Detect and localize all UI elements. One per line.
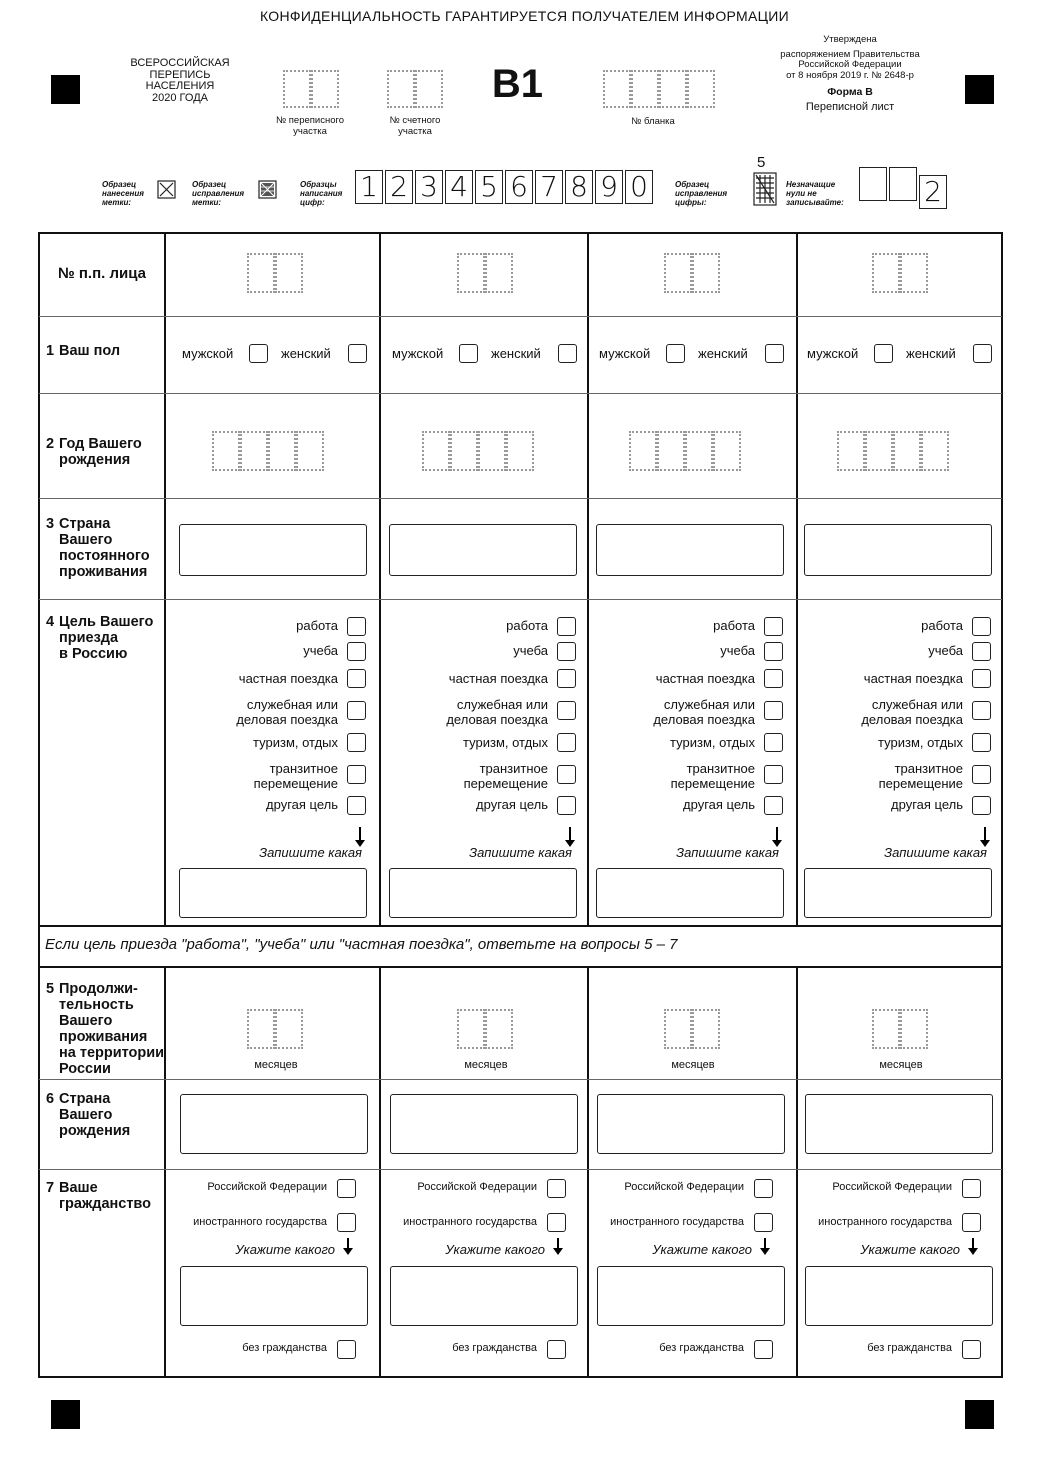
purpose-transit-label: транзитное перемещение bbox=[670, 761, 755, 791]
confidentiality-notice: КОНФИДЕНЦИАЛЬНОСТЬ ГАРАНТИРУЕТСЯ ПОЛУЧАТЕЛЕМ ИНФОРМАЦИИ bbox=[259, 8, 789, 24]
citizenship-none-checkbox[interactable] bbox=[547, 1340, 566, 1359]
purpose-work-checkbox[interactable] bbox=[347, 617, 366, 636]
purpose-tourism-checkbox[interactable] bbox=[347, 733, 366, 752]
person-number-field[interactable] bbox=[664, 253, 720, 298]
arrow-down-icon bbox=[776, 827, 778, 841]
purpose-transit-label: транзитное перемещение bbox=[253, 761, 338, 791]
purpose-work-checkbox[interactable] bbox=[972, 617, 991, 636]
citizenship-none-label: без гражданства bbox=[452, 1342, 537, 1354]
purpose-business-label: служебная или деловая поездка bbox=[236, 697, 338, 727]
blank-number-label: № бланка bbox=[631, 116, 675, 127]
purpose-private-label: частная поездка bbox=[448, 671, 548, 686]
purpose-study-checkbox[interactable] bbox=[347, 642, 366, 661]
sex-female-label: женский bbox=[906, 346, 956, 361]
stay-duration-field[interactable] bbox=[247, 1009, 303, 1054]
purpose-tourism-checkbox[interactable] bbox=[764, 733, 783, 752]
purpose-work-label: работа bbox=[506, 618, 548, 633]
column-divider bbox=[796, 967, 798, 1377]
purpose-other-checkbox[interactable] bbox=[764, 796, 783, 815]
form-code: В1 bbox=[491, 62, 544, 106]
stay-duration-field[interactable] bbox=[664, 1009, 720, 1054]
purpose-work-checkbox[interactable] bbox=[557, 617, 576, 636]
column-divider bbox=[379, 233, 381, 926]
purpose-other-checkbox[interactable] bbox=[557, 796, 576, 815]
sample-zero-empty bbox=[859, 167, 887, 201]
citizenship-country-input[interactable] bbox=[180, 1266, 368, 1326]
column-divider bbox=[379, 967, 381, 1377]
citizenship-rf-checkbox[interactable] bbox=[547, 1179, 566, 1198]
row-divider bbox=[39, 599, 1002, 600]
sample-fix-label: Образец исправления метки: bbox=[192, 180, 245, 207]
purpose-private-label: частная поездка bbox=[863, 671, 963, 686]
specify-which-label: Укажите какого bbox=[860, 1242, 960, 1257]
approval-note: Утверждена распоряжением Правительства Российской Федерации от 8 ноября 2019 г. № 2648-р Форма В Переписной лист bbox=[780, 34, 920, 113]
citizenship-foreign-checkbox[interactable] bbox=[754, 1213, 773, 1232]
purpose-private-checkbox[interactable] bbox=[764, 669, 783, 688]
sample-digit-fix-icon bbox=[753, 172, 777, 211]
person-number-field[interactable] bbox=[457, 253, 513, 298]
citizenship-rf-label: Российской Федерации bbox=[417, 1181, 537, 1193]
row-divider bbox=[39, 498, 1002, 499]
column-divider bbox=[796, 233, 798, 926]
purpose-private-checkbox[interactable] bbox=[347, 669, 366, 688]
purpose-transit-checkbox[interactable] bbox=[972, 765, 991, 784]
sex-female-checkbox[interactable] bbox=[558, 344, 577, 363]
sex-male-label: мужской bbox=[182, 346, 234, 361]
person-number-field[interactable] bbox=[247, 253, 303, 298]
birth-year-field[interactable] bbox=[837, 431, 949, 476]
sample-zero-value: 2 bbox=[919, 175, 947, 209]
row-divider bbox=[39, 966, 1002, 968]
conditional-note: Если цель приезда "работа", "учеба" или "частная поездка", ответьте на вопросы 5 – 7 bbox=[45, 936, 678, 953]
citizenship-foreign-checkbox[interactable] bbox=[962, 1213, 981, 1232]
residence-country-input[interactable] bbox=[179, 524, 367, 576]
citizenship-rf-label: Российской Федерации bbox=[624, 1181, 744, 1193]
sample-digit-fix-value: 5 bbox=[757, 154, 766, 171]
sample-digit: 5 bbox=[475, 170, 503, 204]
sample-digit: 0 bbox=[625, 170, 653, 204]
census-district-field[interactable] bbox=[283, 70, 339, 113]
purpose-tourism-label: туризм, отдых bbox=[463, 735, 548, 750]
sex-female-label: женский bbox=[491, 346, 541, 361]
citizenship-country-input[interactable] bbox=[597, 1266, 785, 1326]
purpose-study-checkbox[interactable] bbox=[972, 642, 991, 661]
arrow-down-icon bbox=[972, 1238, 974, 1249]
citizenship-rf-label: Российской Федерации bbox=[207, 1181, 327, 1193]
row-divider bbox=[39, 1169, 1002, 1170]
purpose-study-label: учеба bbox=[513, 643, 548, 658]
months-label: месяцев bbox=[879, 1059, 923, 1071]
arrow-down-icon bbox=[569, 827, 571, 841]
purpose-tourism-label: туризм, отдых bbox=[878, 735, 963, 750]
sex-female-label: женский bbox=[281, 346, 331, 361]
purpose-study-label: учеба bbox=[303, 643, 338, 658]
blank-number-field[interactable] bbox=[603, 70, 715, 113]
corner-marker-bottom-right bbox=[965, 1400, 994, 1429]
months-label: месяцев bbox=[464, 1059, 508, 1071]
census-district-label: № переписного участка bbox=[275, 115, 345, 137]
sample-zero-empty bbox=[889, 167, 917, 201]
birth-year-field[interactable] bbox=[422, 431, 534, 476]
stay-duration-field[interactable] bbox=[872, 1009, 928, 1054]
purpose-tourism-label: туризм, отдых bbox=[253, 735, 338, 750]
row-divider bbox=[39, 316, 1002, 317]
sample-digits bbox=[355, 170, 655, 204]
purpose-private-checkbox[interactable] bbox=[972, 669, 991, 688]
question-2-title: 2 Год Вашего рождения bbox=[46, 436, 142, 468]
census-title: ВСЕРОССИЙСКАЯ ПЕРЕПИСЬ НАСЕЛЕНИЯ 2020 ГОДА bbox=[130, 57, 230, 104]
sample-digit: 4 bbox=[445, 170, 473, 204]
sample-digit: 2 bbox=[385, 170, 413, 204]
purpose-other-input[interactable] bbox=[389, 868, 577, 918]
purpose-study-checkbox[interactable] bbox=[557, 642, 576, 661]
sex-male-label: мужской bbox=[392, 346, 444, 361]
purpose-transit-label: транзитное перемещение bbox=[463, 761, 548, 791]
question-6-title: 6 Страна Вашего рождения bbox=[46, 1091, 131, 1139]
residence-country-input[interactable] bbox=[389, 524, 577, 576]
column-divider bbox=[164, 967, 166, 1377]
person-number-field[interactable] bbox=[872, 253, 928, 298]
purpose-tourism-label: туризм, отдых bbox=[670, 735, 755, 750]
birth-country-input[interactable] bbox=[180, 1094, 368, 1154]
residence-country-input[interactable] bbox=[596, 524, 784, 576]
birth-country-input[interactable] bbox=[390, 1094, 578, 1154]
person-number-heading: № п.п. лица bbox=[57, 265, 146, 282]
citizenship-foreign-checkbox[interactable] bbox=[547, 1213, 566, 1232]
arrow-down-icon bbox=[557, 1238, 559, 1249]
citizenship-none-label: без гражданства bbox=[867, 1342, 952, 1354]
stay-duration-field[interactable] bbox=[457, 1009, 513, 1054]
corner-marker-top-right bbox=[965, 75, 994, 104]
citizenship-rf-label: Российской Федерации bbox=[832, 1181, 952, 1193]
residence-country-input[interactable] bbox=[804, 524, 992, 576]
arrow-down-icon bbox=[764, 1238, 766, 1249]
sample-digit: 7 bbox=[535, 170, 563, 204]
purpose-private-checkbox[interactable] bbox=[557, 669, 576, 688]
purpose-private-label: частная поездка bbox=[238, 671, 338, 686]
purpose-other-input[interactable] bbox=[596, 868, 784, 918]
sample-zeros bbox=[859, 167, 949, 209]
purpose-study-label: учеба bbox=[720, 643, 755, 658]
citizenship-rf-checkbox[interactable] bbox=[754, 1179, 773, 1198]
citizenship-rf-checkbox[interactable] bbox=[337, 1179, 356, 1198]
purpose-other-input[interactable] bbox=[179, 868, 367, 918]
sample-digits-label: Образцы написания цифр: bbox=[300, 180, 343, 207]
purpose-transit-checkbox[interactable] bbox=[557, 765, 576, 784]
purpose-transit-checkbox[interactable] bbox=[347, 765, 366, 784]
column-divider bbox=[587, 233, 589, 926]
sex-male-checkbox[interactable] bbox=[666, 344, 685, 363]
birth-year-field[interactable] bbox=[212, 431, 324, 476]
purpose-other-label: другая цель bbox=[476, 797, 548, 812]
sample-zeros-label: Незначащие нули не записывайте: bbox=[786, 180, 844, 207]
sample-mark-label: Образец нанесения метки: bbox=[102, 180, 144, 207]
row-divider bbox=[39, 393, 1002, 394]
write-which-label: Запишите какая bbox=[469, 845, 572, 860]
write-which-label: Запишите какая bbox=[884, 845, 987, 860]
write-which-label: Запишите какая bbox=[259, 845, 362, 860]
purpose-business-label: служебная или деловая поездка bbox=[446, 697, 548, 727]
purpose-other-label: другая цель bbox=[683, 797, 755, 812]
citizenship-foreign-label: иностранного государства bbox=[818, 1216, 952, 1228]
column-divider bbox=[164, 233, 166, 926]
question-1-title: 1 Ваш пол bbox=[46, 343, 121, 359]
citizenship-country-input[interactable] bbox=[390, 1266, 578, 1326]
citizenship-none-checkbox[interactable] bbox=[337, 1340, 356, 1359]
purpose-private-label: частная поездка bbox=[655, 671, 755, 686]
citizenship-none-checkbox[interactable] bbox=[962, 1340, 981, 1359]
purpose-work-checkbox[interactable] bbox=[764, 617, 783, 636]
purpose-business-checkbox[interactable] bbox=[764, 701, 783, 720]
citizenship-none-checkbox[interactable] bbox=[754, 1340, 773, 1359]
purpose-other-input[interactable] bbox=[804, 868, 992, 918]
purpose-other-checkbox[interactable] bbox=[347, 796, 366, 815]
sample-digit: 1 bbox=[355, 170, 383, 204]
arrow-down-icon bbox=[359, 827, 361, 841]
corner-marker-bottom-left bbox=[51, 1400, 80, 1429]
purpose-study-label: учеба bbox=[928, 643, 963, 658]
citizenship-none-label: без гражданства bbox=[242, 1342, 327, 1354]
row-divider bbox=[39, 925, 1002, 927]
purpose-business-label: служебная или деловая поездка bbox=[653, 697, 755, 727]
citizenship-country-input[interactable] bbox=[805, 1266, 993, 1326]
sample-digit: 9 bbox=[595, 170, 623, 204]
sex-male-checkbox[interactable] bbox=[459, 344, 478, 363]
counting-district-field[interactable] bbox=[387, 70, 443, 113]
purpose-work-label: работа bbox=[921, 618, 963, 633]
specify-which-label: Укажите какого bbox=[445, 1242, 545, 1257]
question-5-title: 5 Продолжи- тельность Вашего проживания на территории России bbox=[46, 981, 165, 1077]
citizenship-none-label: без гражданства bbox=[659, 1342, 744, 1354]
birth-year-field[interactable] bbox=[629, 431, 741, 476]
citizenship-foreign-checkbox[interactable] bbox=[337, 1213, 356, 1232]
specify-which-label: Укажите какого bbox=[652, 1242, 752, 1257]
sample-digit: 8 bbox=[565, 170, 593, 204]
purpose-business-checkbox[interactable] bbox=[347, 701, 366, 720]
row-divider bbox=[39, 1079, 1002, 1080]
sample-digit-fix-label: Образец исправления цифры: bbox=[675, 180, 728, 207]
sample-fix-icon bbox=[258, 180, 277, 204]
sex-male-label: мужской bbox=[807, 346, 859, 361]
birth-country-input[interactable] bbox=[597, 1094, 785, 1154]
sex-female-checkbox[interactable] bbox=[348, 344, 367, 363]
purpose-tourism-checkbox[interactable] bbox=[972, 733, 991, 752]
sex-male-label: мужской bbox=[599, 346, 651, 361]
sample-digit: 3 bbox=[415, 170, 443, 204]
citizenship-foreign-label: иностранного государства bbox=[610, 1216, 744, 1228]
write-which-label: Запишите какая bbox=[676, 845, 779, 860]
counting-district-label: № счетного участка bbox=[389, 115, 441, 137]
purpose-other-checkbox[interactable] bbox=[972, 796, 991, 815]
purpose-work-label: работа bbox=[713, 618, 755, 633]
sex-male-checkbox[interactable] bbox=[249, 344, 268, 363]
purpose-business-checkbox[interactable] bbox=[557, 701, 576, 720]
sex-female-label: женский bbox=[698, 346, 748, 361]
birth-country-input[interactable] bbox=[805, 1094, 993, 1154]
sex-male-checkbox[interactable] bbox=[874, 344, 893, 363]
months-label: месяцев bbox=[254, 1059, 298, 1071]
purpose-tourism-checkbox[interactable] bbox=[557, 733, 576, 752]
question-4-title: 4 Цель Вашего приезда в Россию bbox=[46, 614, 154, 662]
purpose-business-label: служебная или деловая поездка bbox=[861, 697, 963, 727]
citizenship-foreign-label: иностранного государства bbox=[193, 1216, 327, 1228]
question-7-title: 7 Ваше гражданство bbox=[46, 1180, 152, 1212]
purpose-transit-label: транзитное перемещение bbox=[878, 761, 963, 791]
purpose-business-checkbox[interactable] bbox=[972, 701, 991, 720]
arrow-down-icon bbox=[984, 827, 986, 841]
purpose-study-checkbox[interactable] bbox=[764, 642, 783, 661]
sample-digit: 6 bbox=[505, 170, 533, 204]
purpose-work-label: работа bbox=[296, 618, 338, 633]
question-3-title: 3 Страна Вашего постоянного проживания bbox=[46, 516, 150, 580]
purpose-other-label: другая цель bbox=[891, 797, 963, 812]
purpose-transit-checkbox[interactable] bbox=[764, 765, 783, 784]
months-label: месяцев bbox=[671, 1059, 715, 1071]
specify-which-label: Укажите какого bbox=[235, 1242, 335, 1257]
arrow-down-icon bbox=[347, 1238, 349, 1249]
column-divider bbox=[587, 967, 589, 1377]
corner-marker-top-left bbox=[51, 75, 80, 104]
citizenship-rf-checkbox[interactable] bbox=[962, 1179, 981, 1198]
purpose-other-label: другая цель bbox=[266, 797, 338, 812]
sample-mark-icon bbox=[157, 180, 176, 204]
sex-female-checkbox[interactable] bbox=[973, 344, 992, 363]
citizenship-foreign-label: иностранного государства bbox=[403, 1216, 537, 1228]
sex-female-checkbox[interactable] bbox=[765, 344, 784, 363]
